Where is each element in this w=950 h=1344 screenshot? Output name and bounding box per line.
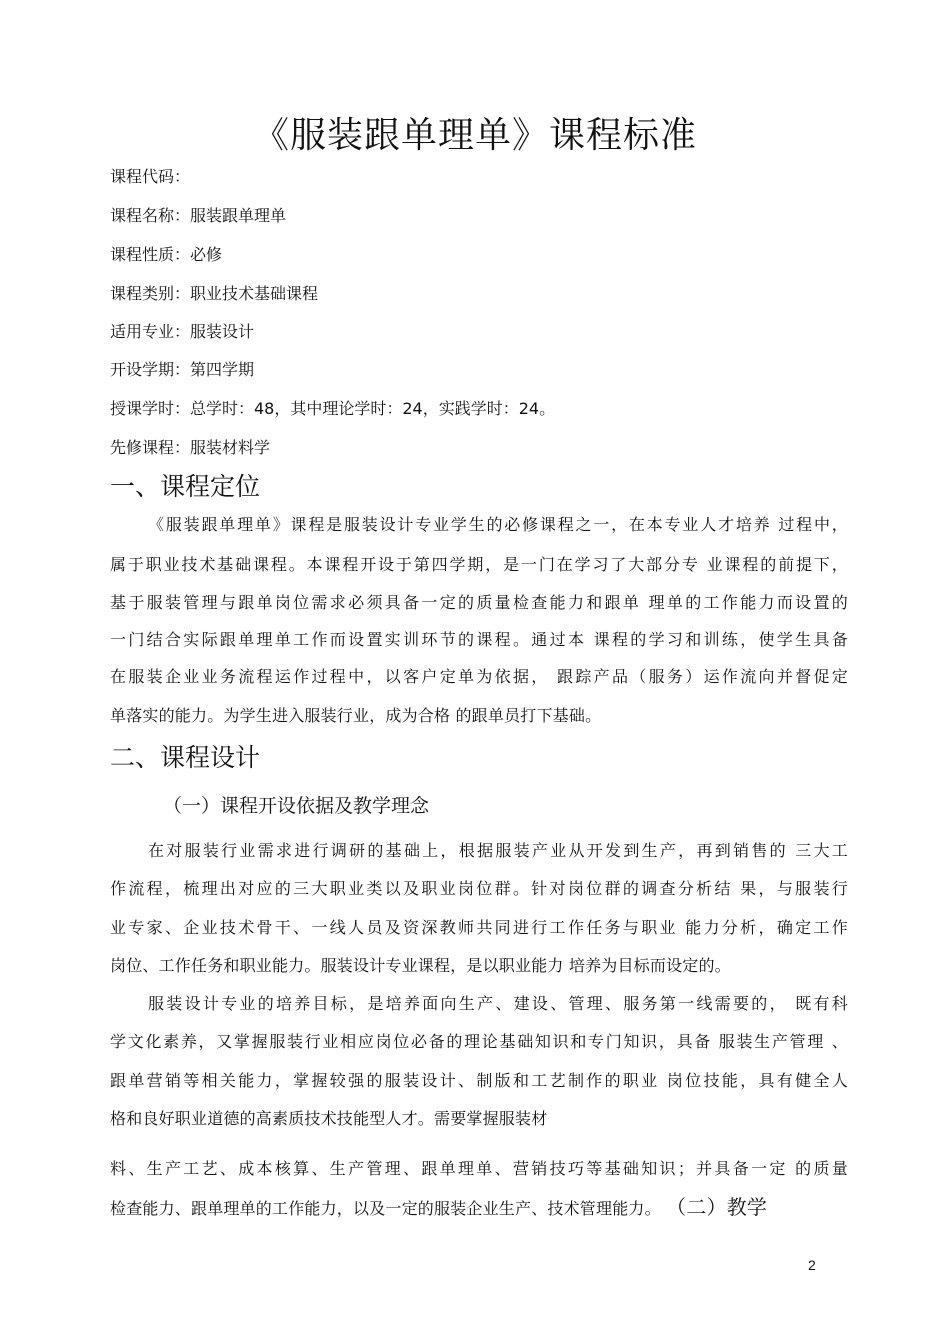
course-category-line: 课程类别：职业技术基础课程 (110, 284, 319, 303)
course-major-line: 适用专业：服装设计 (110, 322, 255, 341)
section2-heading: 二、课程设计 (110, 743, 261, 772)
section1-line: 在服装企业业务流程运作过程中，以客户定单为依据， 跟踪产品（服务）运作流向并督促定 (110, 667, 848, 686)
section1-line: 单落实的能力。为学生进入服装行业，成为合格 的跟单员打下基础。 (110, 706, 602, 725)
course-hours-line: 授课学时：总学时：48，其中理论学时：24，实践学时：24。 (110, 399, 556, 418)
section2-para3-line: 料、生产工艺、成本核算、生产管理、跟单理单、营销技巧等基础知识；并具备一定 的质量 (110, 1159, 848, 1178)
section2-para1-line: 岗位、工作任务和职业能力。服装设计专业课程，是以职业能力 培养为目标而设定的。 (110, 956, 731, 975)
section2-para3-last-line (110, 1196, 848, 1220)
section1-line: 一门结合实际跟单理单工作而设置实训环节的课程。通过本 课程的学习和训练，使学生具备 (110, 630, 848, 649)
course-semester-line: 开设学期：第四学期 (110, 360, 255, 379)
course-name-line: 课程名称：服装跟单理单 (110, 206, 287, 225)
document-title: 《服装跟单理单》课程标准 (252, 115, 697, 156)
section2-para2-line: 服装设计专业的培养目标，是培养面向生产、建设、管理、服务第一线需要的， 既有科 (148, 994, 848, 1013)
course-nature-line: 课程性质：必修 (110, 245, 223, 264)
course-code-line: 课程代码： (110, 167, 191, 186)
section1-line: 基于服装管理与跟单岗位需求必须具备一定的质量检查能力和跟单 理单的工作能力而设置的 (110, 593, 848, 612)
section2-subheading: （一）课程开设依据及教学理念 (163, 795, 430, 817)
section1-line: 《服装跟单理单》课程是服装设计专业学生的必修课程之一，在本专业人才培养 过程中， (148, 515, 848, 534)
section1-line: 属于职业技术基础课程。本课程开设于第四学期，是一门在学习了大部分专 业课程的前提下， (110, 555, 848, 574)
page-number: 2 (808, 1257, 816, 1273)
section2-para1-line: 作流程，梳理出对应的三大职业类以及职业岗位群。针对岗位群的调查分析结 果，与服装行 (110, 879, 848, 898)
course-prerequisite-line: 先修课程：服装材料学 (110, 438, 271, 457)
next-subheading-fragment: （二）教学 (666, 1195, 768, 1219)
section2-para1-line: 在对服装行业需求进行调研的基础上，根据服装产业从开发到生产，再到销售的 三大工 (148, 841, 848, 860)
section2-para2-line: 跟单营销等相关能力，掌握较强的服装设计、制版和工艺制作的职业 岗位技能，具有健全人 (110, 1071, 848, 1090)
section1-heading: 一、课程定位 (110, 472, 261, 501)
section2-para3-line-text: 检查能力、跟单理单的工作能力，以及一定的服装企业生产、技术管理能力。 (110, 1199, 667, 1218)
section2-para2-line: 学文化素养，又掌握服装行业相应岗位必备的理论基础知识和专门知识，具备 服装生产管理 、 (110, 1032, 848, 1051)
section2-para2-line: 格和良好职业道德的高素质技术技能型人才。需要掌握服装材 (110, 1109, 548, 1128)
section2-para1-line: 业专家、企业技术骨干、一线人员及资深教师共同进行工作任务与职业 能力分析，确定工作 (110, 918, 848, 937)
